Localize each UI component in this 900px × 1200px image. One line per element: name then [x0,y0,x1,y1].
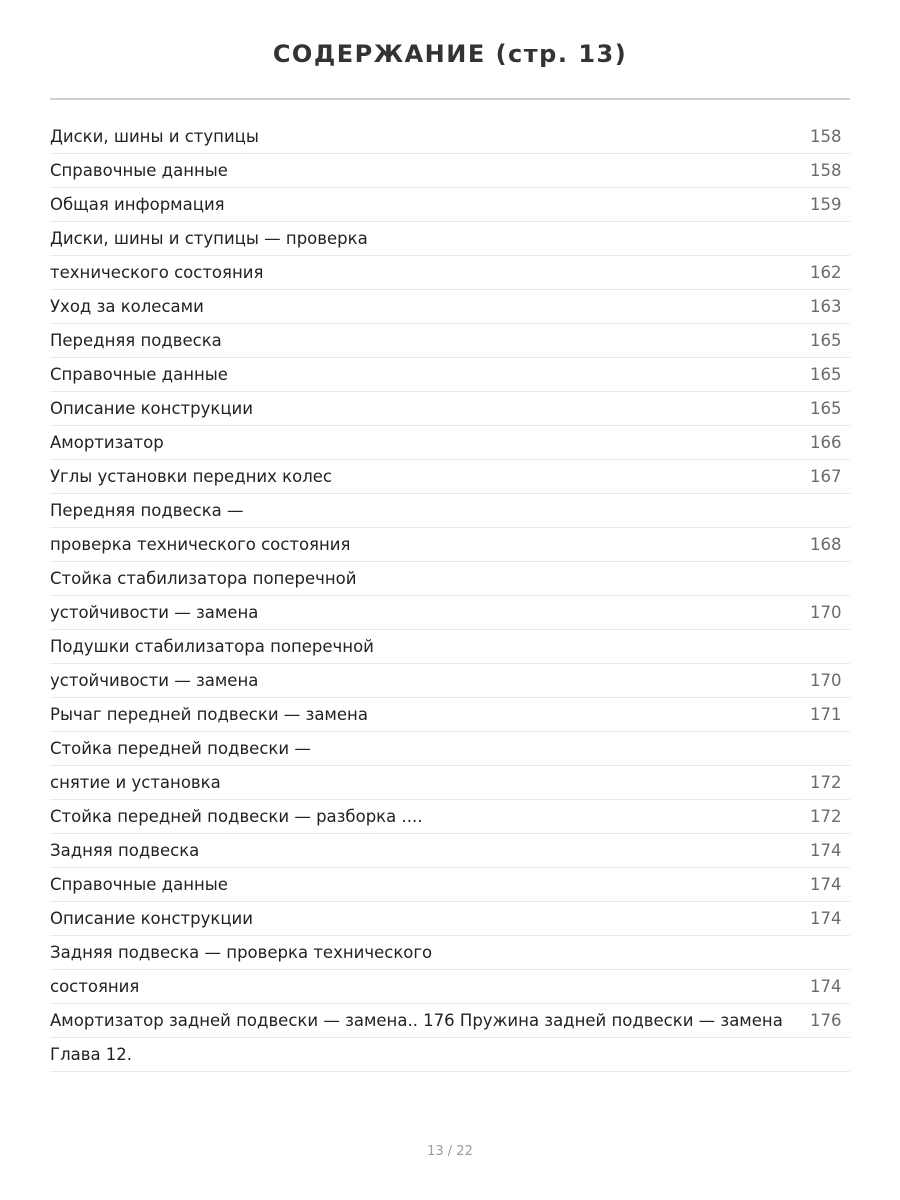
toc-entry-title: Углы установки передних колес [50,467,332,486]
toc-entry-title: Стойка стабилизатора поперечной [50,569,357,588]
toc-row[interactable] [50,154,850,188]
toc-entry-page: 174 [810,909,842,928]
toc-entry-page: 163 [810,297,842,316]
page-title: СОДЕРЖАНИЕ (стр. 13) [272,40,628,68]
toc-entry-title: Амортизатор [50,433,164,452]
toc-entry-title: снятие и установка [50,773,221,792]
toc-entry-title: Описание конструкции [50,909,254,928]
toc-entry-title: Справочные данные [50,161,228,180]
toc-row[interactable] [50,800,850,834]
toc-entry-page: 172 [810,773,842,792]
toc-entry-page: 162 [810,263,842,282]
toc-entry-page: 171 [810,705,842,724]
toc-row[interactable] [50,902,850,936]
toc-entry-title: Уход за колесами [50,297,204,316]
toc-entry-title: Передняя подвеска [50,331,222,350]
toc-row[interactable] [50,936,850,970]
toc-entry-title: устойчивости — замена [50,671,259,690]
toc-entry-page: 165 [810,365,842,384]
toc-row[interactable] [50,868,850,902]
toc-row[interactable] [50,256,850,290]
toc-entry-page: 170 [810,671,842,690]
toc-entry-title: Справочные данные [50,875,228,894]
toc-entry-title: Глава 12. [50,1045,133,1064]
toc-row[interactable] [50,562,850,596]
toc-entry-title: Общая информация [50,195,225,214]
toc-entry-title: Рычаг передней подвески — замена [50,705,368,724]
toc-entry-title: технического состояния [50,263,264,282]
toc-entry-page: 172 [810,807,842,826]
toc-entry-title: Описание конструкции [50,399,254,418]
toc-row[interactable] [50,1038,850,1072]
toc-row[interactable] [50,120,850,154]
toc-row[interactable] [50,698,850,732]
title-divider [50,98,850,100]
toc-row[interactable] [50,834,850,868]
toc-entry-page: 170 [810,603,842,622]
toc-row[interactable] [50,290,850,324]
toc-entry-title: Подушки стабилизатора поперечной [50,637,374,656]
toc-entry-page: 176 [810,1011,842,1030]
toc-row[interactable] [50,630,850,664]
toc-entry-title: устойчивости — замена [50,603,259,622]
toc-entry-title: Диски, шины и ступицы — проверка [50,229,368,248]
toc-entry-page: 168 [810,535,842,554]
toc-row[interactable] [50,766,850,800]
toc-row[interactable] [50,426,850,460]
toc-entry-title: Стойка передней подвески — разборка .... [50,807,423,826]
toc-entry-page: 174 [810,977,842,996]
toc-entry-page: 174 [810,841,842,860]
toc-entry-title: Стойка передней подвески — [50,739,311,758]
toc-entry-page: 167 [810,467,842,486]
toc-row[interactable] [50,596,850,630]
toc-row[interactable] [50,358,850,392]
toc-entry-page: 166 [810,433,842,452]
toc-entry-page: 159 [810,195,842,214]
toc-row[interactable] [50,732,850,766]
toc-entry-page: 174 [810,875,842,894]
toc-row[interactable] [50,222,850,256]
toc-row[interactable] [50,324,850,358]
table-of-contents [50,120,850,1072]
toc-row[interactable] [50,188,850,222]
toc-entry-title: Задняя подвеска — проверка технического [50,943,433,962]
toc-entry-page: 158 [810,127,842,146]
toc-entry-page: 165 [810,399,842,418]
toc-entry-title: Задняя подвеска [50,841,200,860]
page-indicator: 13 / 22 [427,1144,473,1159]
toc-row[interactable] [50,1004,850,1038]
toc-row[interactable] [50,392,850,426]
toc-entry-title: Передняя подвеска — [50,501,244,520]
toc-entry-page: 158 [810,161,842,180]
toc-row[interactable] [50,528,850,562]
toc-row[interactable] [50,664,850,698]
toc-entry-title: состояния [50,977,140,996]
toc-entry-page: 165 [810,331,842,350]
toc-entry-title: Справочные данные [50,365,228,384]
toc-row[interactable] [50,460,850,494]
toc-entry-title: проверка технического состояния [50,535,351,554]
toc-entry-title: Амортизатор задней подвески — замена.. 176 Пружина задней подвески — замена [50,1011,783,1030]
toc-entry-title: Диски, шины и ступицы [50,127,259,146]
toc-row[interactable] [50,494,850,528]
toc-row[interactable] [50,970,850,1004]
